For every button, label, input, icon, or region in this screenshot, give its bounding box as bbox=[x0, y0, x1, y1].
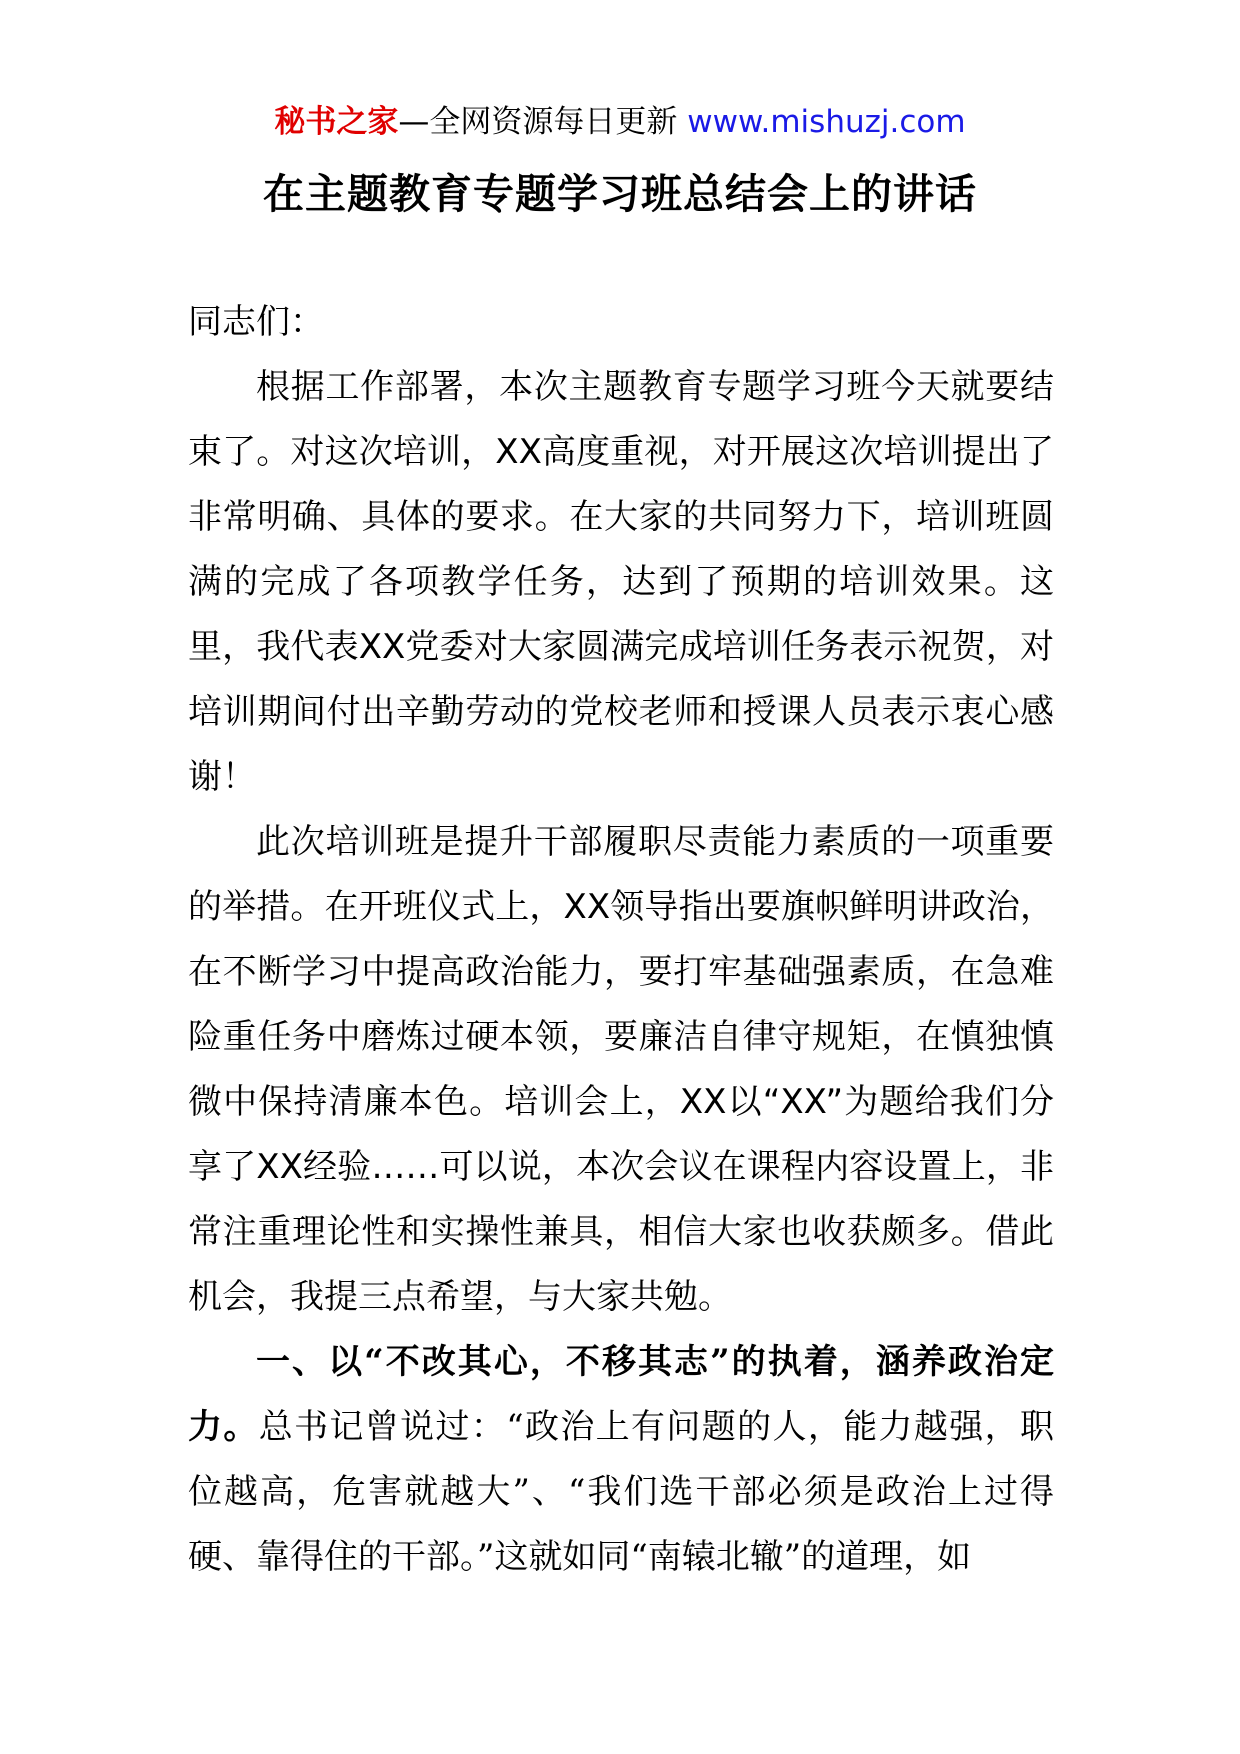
section-one-text: 总书记曾说过：“政治上有问题的人，能力越强，职位越高，危害就越大”、“我们选干部必须是政治上过得硬、靠得住的干部。”这就如同“南辕北辙”的道理，如 bbox=[188, 1407, 1054, 1577]
document-body bbox=[188, 290, 1054, 1590]
site-tagline: —全网资源每日更新 bbox=[398, 104, 688, 140]
section-one-paragraph bbox=[188, 1330, 1054, 1590]
salutation: 同志们： bbox=[188, 302, 324, 342]
paragraph-intro: 根据工作部署，本次主题教育专题学习班今天就要结束了。对这次培训，XX高度重视，对开展这次培训提出了非常明确、具体的要求。在大家的共同努力下，培训班圆满的完成了各项教学任务，达到了预期的培训效果。这里，我代表XX党委对大家圆满完成培训任务表示祝贺，对培训期间付出辛勤劳动的党校老师和授课人员表示衷心感谢！ bbox=[188, 367, 1054, 797]
site-banner bbox=[0, 100, 1240, 144]
section-one-heading: 一、以“不改其心，不移其志”的执着，涵养政治定力。 bbox=[188, 1342, 1054, 1447]
site-url-link[interactable]: www.mishuzj.com bbox=[687, 104, 966, 140]
document-title: 在主题教育专题学习班总结会上的讲话 bbox=[263, 170, 977, 218]
paragraph-summary: 此次培训班是提升干部履职尽责能力素质的一项重要的举措。在开班仪式上，XX领导指出要旗帜鲜明讲政治，在不断学习中提高政治能力，要打牢基础强素质，在急难险重任务中磨炼过硬本领，要廉洁自律守规矩，在慎独慎微中保持清廉本色。培训会上，XX以“XX”为题给我们分享了XX经验……可以说，本次会议在课程内容设置上，非常注重理论性和实操性兼具，相信大家也收获颇多。借此机会，我提三点希望，与大家共勉。 bbox=[188, 822, 1054, 1317]
site-brand-name: 秘书之家 bbox=[274, 104, 399, 140]
